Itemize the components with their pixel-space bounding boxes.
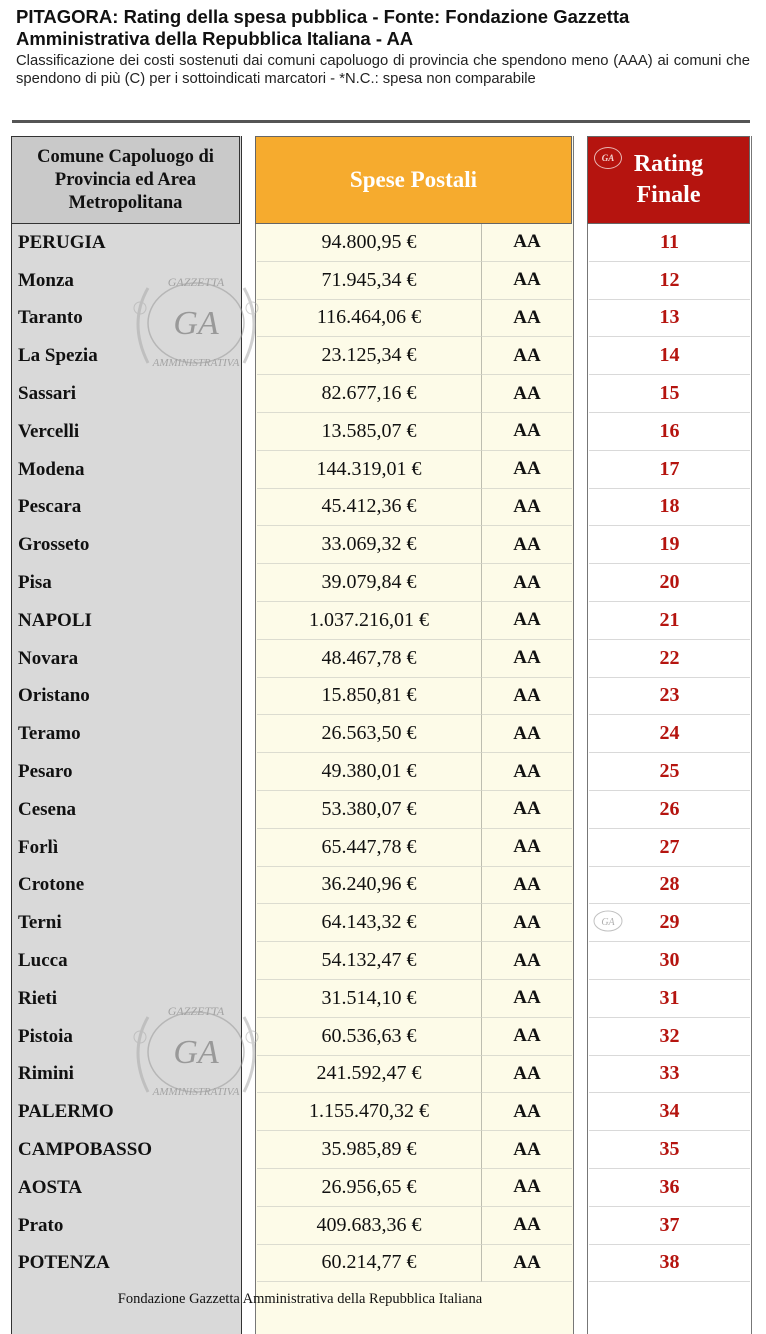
amount-cell: 26.563,50 € [257, 715, 481, 753]
city-cell: Rieti [18, 987, 58, 1009]
table-row [0, 1207, 766, 1245]
grade-cell: AA [481, 791, 572, 829]
table-row [0, 980, 766, 1018]
table-row [0, 526, 766, 564]
grade-cell: AA [481, 1207, 572, 1245]
rank-cell: 13 [589, 300, 750, 338]
rank-cell: 27 [589, 829, 750, 867]
city-cell: PERUGIA [18, 231, 106, 253]
table-body [0, 224, 766, 1282]
city-cell: Crotone [18, 874, 85, 896]
city-cell: Taranto [18, 307, 83, 329]
city-cell: Monza [18, 269, 74, 291]
grade-cell: AA [481, 526, 572, 564]
table-row [0, 1018, 766, 1056]
grade-cell: AA [481, 1131, 572, 1169]
city-cell: Novara [18, 647, 79, 669]
svg-text:GA: GA [173, 1034, 219, 1071]
table-row [0, 337, 766, 375]
city-cell: PALERMO [18, 1101, 114, 1123]
grade-cell: AA [481, 715, 572, 753]
footer-credit: Fondazione Gazzetta Amministrativa della Repubblica Italiana [117, 1291, 483, 1307]
amount-cell: 64.143,32 € [257, 904, 481, 942]
rank-cell: 18 [589, 489, 750, 527]
grade-cell: AA [481, 904, 572, 942]
rank-cell: 38 [589, 1245, 750, 1283]
grade-cell: AA [481, 678, 572, 716]
rating-column-header [587, 136, 750, 224]
amount-cell: 48.467,78 € [257, 640, 481, 678]
amount-cell: 26.956,65 € [257, 1169, 481, 1207]
rank-cell: 15 [589, 375, 750, 413]
rank-cell: 11 [589, 224, 750, 262]
amount-cell: 39.079,84 € [257, 564, 481, 602]
page-subtitle: Classificazione dei costi sostenuti dai comuni capoluogo di provincia che spendono meno (AAA) ai comuni che spendono di più (C) per i sottoindicati marcatori - *N.C.: spesa non comparabile [16, 53, 750, 87]
amount-cell: 53.380,07 € [257, 791, 481, 829]
rank-cell: 22 [589, 640, 750, 678]
amount-cell: 60.214,77 € [257, 1245, 481, 1283]
table-row [0, 715, 766, 753]
table-row [0, 829, 766, 867]
rank-cell: 24 [589, 715, 750, 753]
spese-column-header: Spese Postali [255, 136, 572, 224]
rank-cell: 37 [589, 1207, 750, 1245]
grade-cell: AA [481, 867, 572, 905]
grade-cell: AA [481, 300, 572, 338]
amount-cell: 144.319,01 € [257, 451, 481, 489]
city-cell: Forlì [18, 836, 59, 858]
city-cell: La Spezia [18, 345, 98, 367]
svg-text:GAZZETTA: GAZZETTA [167, 275, 225, 289]
rank-cell: 12 [589, 262, 750, 300]
rank-cell: 20 [589, 564, 750, 602]
table-row [0, 300, 766, 338]
document-header [16, 6, 750, 88]
table-row [0, 791, 766, 829]
table-row [0, 564, 766, 602]
grade-cell: AA [481, 942, 572, 980]
rank-cell: 25 [589, 753, 750, 791]
rank-cell: 29 [589, 904, 750, 942]
amount-cell: 1.155.470,32 € [257, 1093, 481, 1131]
amount-cell: 49.380,01 € [257, 753, 481, 791]
table-row [0, 1169, 766, 1207]
table-row [0, 1093, 766, 1131]
amount-cell: 82.677,16 € [257, 375, 481, 413]
amount-cell: 65.447,78 € [257, 829, 481, 867]
table-row [0, 640, 766, 678]
svg-text:GA: GA [173, 305, 219, 342]
city-cell: Grosseto [18, 534, 90, 556]
amount-cell: 54.132,47 € [257, 942, 481, 980]
rank-cell: 35 [589, 1131, 750, 1169]
amount-cell: 13.585,07 € [257, 413, 481, 451]
rank-cell: 23 [589, 678, 750, 716]
grade-cell: AA [481, 602, 572, 640]
header-divider [12, 120, 750, 123]
table-row [0, 1245, 766, 1283]
city-cell: Prato [18, 1214, 64, 1236]
rank-cell: 14 [589, 337, 750, 375]
rank-cell: 33 [589, 1056, 750, 1094]
city-cell: Cesena [18, 798, 77, 820]
table-row [0, 451, 766, 489]
grade-cell: AA [481, 640, 572, 678]
city-cell: Lucca [18, 950, 68, 972]
rank-cell: 30 [589, 942, 750, 980]
rank-cell: 19 [589, 526, 750, 564]
grade-cell: AA [481, 224, 572, 262]
table-row [0, 1131, 766, 1169]
gazzetta-watermark-icon [118, 997, 273, 1107]
city-cell: Sassari [18, 383, 77, 405]
amount-cell: 15.850,81 € [257, 678, 481, 716]
grade-cell: AA [481, 262, 572, 300]
city-cell: AOSTA [18, 1176, 83, 1198]
grade-cell: AA [481, 375, 572, 413]
rank-cell: 21 [589, 602, 750, 640]
table-row [0, 753, 766, 791]
svg-text:GAZZETTA: GAZZETTA [167, 1004, 225, 1018]
small-seal-icon [590, 909, 626, 933]
svg-text:AMMINISTRATIVA: AMMINISTRATIVA [152, 1086, 240, 1098]
table-row [0, 224, 766, 262]
grade-cell: AA [481, 1018, 572, 1056]
amount-cell: 116.464,06 € [257, 300, 481, 338]
grade-cell: AA [481, 1169, 572, 1207]
grade-cell: AA [481, 337, 572, 375]
page-title: PITAGORA: Rating della spesa pubblica - Fonte: Fondazione Gazzetta Amministrativa della Repubblica Italiana - AA [16, 6, 630, 49]
amount-cell: 35.985,89 € [257, 1131, 481, 1169]
city-cell: Pescara [18, 496, 82, 518]
seal-icon: GA [594, 147, 622, 169]
rank-cell: 34 [589, 1093, 750, 1131]
table-row [0, 262, 766, 300]
grade-cell: AA [481, 980, 572, 1018]
rank-cell: 28 [589, 867, 750, 905]
amount-cell: 33.069,32 € [257, 526, 481, 564]
grade-cell: AA [481, 451, 572, 489]
amount-cell: 71.945,34 € [257, 262, 481, 300]
amount-cell: 45.412,36 € [257, 489, 481, 527]
grade-cell: AA [481, 489, 572, 527]
table-row [0, 489, 766, 527]
amount-cell: 23.125,34 € [257, 337, 481, 375]
svg-text:AMMINISTRATIVA: AMMINISTRATIVA [152, 357, 240, 369]
city-cell: Rimini [18, 1063, 74, 1085]
city-cell: Pisa [18, 572, 52, 594]
grade-cell: AA [481, 1056, 572, 1094]
table-row [0, 1056, 766, 1094]
table-row [0, 904, 766, 942]
rank-cell: 17 [589, 451, 750, 489]
city-cell: Modena [18, 458, 85, 480]
city-cell: NAPOLI [18, 609, 92, 631]
amount-cell: 241.592,47 € [257, 1056, 481, 1094]
amount-cell: 31.514,10 € [257, 980, 481, 1018]
city-cell: Vercelli [18, 420, 80, 442]
table-row [0, 375, 766, 413]
rank-cell: 31 [589, 980, 750, 1018]
amount-cell: 1.037.216,01 € [257, 602, 481, 640]
rank-cell: 26 [589, 791, 750, 829]
grade-cell: AA [481, 1093, 572, 1131]
gazzetta-watermark-icon [118, 268, 273, 378]
city-cell: Oristano [18, 685, 90, 707]
grade-cell: AA [481, 829, 572, 867]
grade-cell: AA [481, 753, 572, 791]
city-cell: Teramo [18, 723, 81, 745]
grade-cell: AA [481, 564, 572, 602]
rating-column-label: Rating Finale [633, 151, 704, 208]
table-row [0, 413, 766, 451]
table-row [0, 678, 766, 716]
table-row [0, 602, 766, 640]
grade-cell: AA [481, 1245, 572, 1283]
grade-cell: AA [481, 413, 572, 451]
table-row [0, 867, 766, 905]
amount-cell: 60.536,63 € [257, 1018, 481, 1056]
svg-text:GA: GA [601, 917, 615, 928]
amount-cell: 36.240,96 € [257, 867, 481, 905]
city-column-header: Comune Capoluogo di Provincia ed Area Metropolitana [11, 136, 240, 224]
city-cell: CAMPOBASSO [18, 1139, 153, 1161]
city-cell: Pistoia [18, 1025, 73, 1047]
amount-cell: 409.683,36 € [257, 1207, 481, 1245]
rank-cell: 32 [589, 1018, 750, 1056]
table-row [0, 942, 766, 980]
city-cell: Terni [18, 912, 62, 934]
city-cell: Pesaro [18, 761, 73, 783]
rank-cell: 16 [589, 413, 750, 451]
city-cell: POTENZA [18, 1252, 110, 1274]
rank-cell: 36 [589, 1169, 750, 1207]
amount-cell: 94.800,95 € [257, 224, 481, 262]
